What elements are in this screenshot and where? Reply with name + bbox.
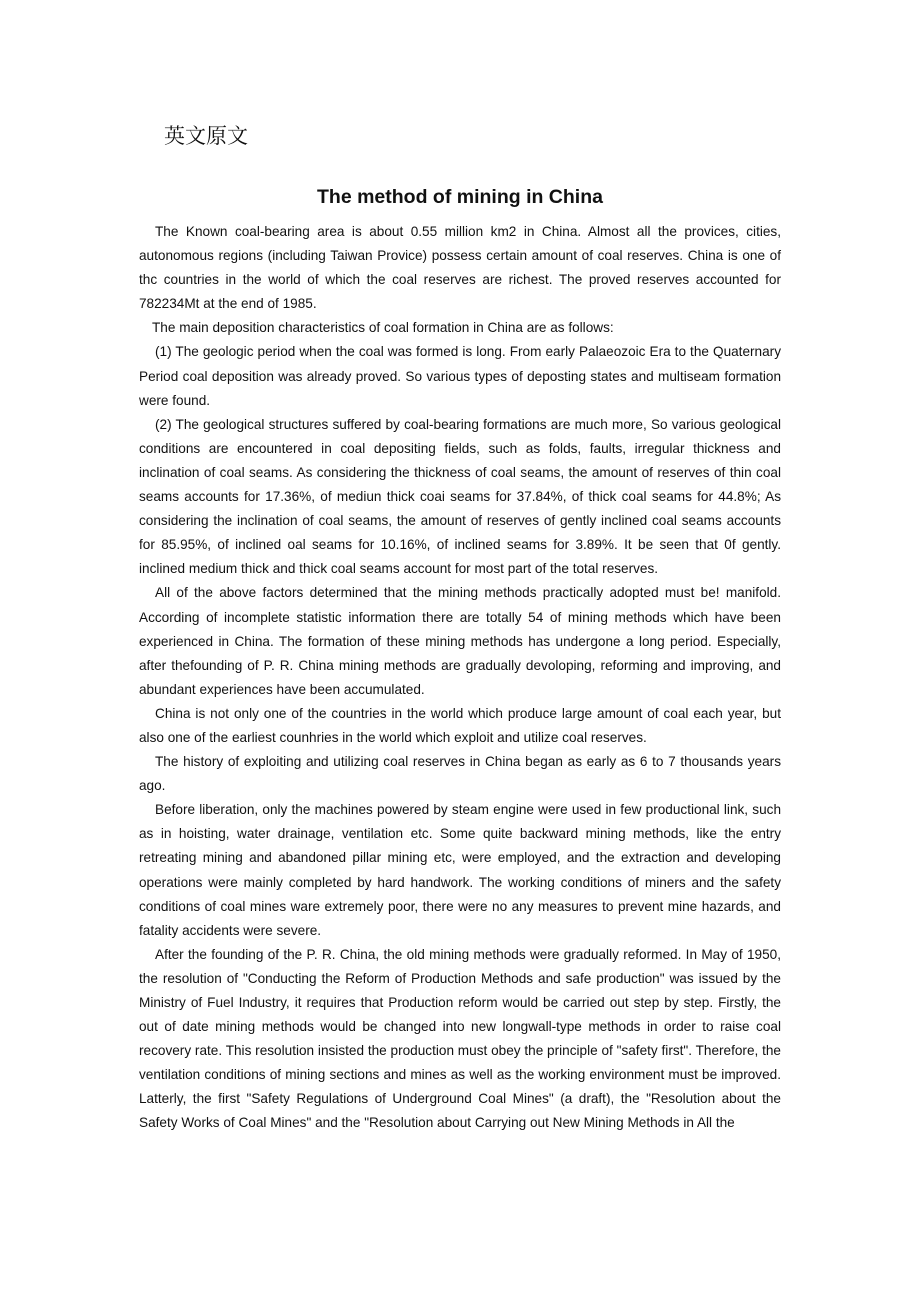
document-title: The method of mining in China xyxy=(317,186,603,208)
paragraph: All of the above factors determined that the mining methods practically adopted must be! manifold. According of incomplete statistic information there are totally 54 of mining methods which have been experienced in China. The formation of these mining methods has undergone a long period. Especially, after thefounding of P. R. China mining methods are gradually devoloping, reforming and improving, and abundant experiences have been accumulated. xyxy=(139,585,781,697)
paragraph: The main deposition characteristics of coal formation in China are as follows: xyxy=(152,320,614,336)
body-text xyxy=(139,220,781,1136)
section-label: 英文原文 xyxy=(164,124,248,148)
paragraph: The Known coal-bearing area is about 0.55 million km2 in China. Almost all the provices, cities, autonomous regions (including Taiwan Provice) possess certain amount of coal reserves. China is one of thc countries in the world of which the coal reserves are richest. The proved reserves accounted for 782234Mt at the end of 1985. xyxy=(139,224,781,312)
paragraph: After the founding of the P. R. China, the old mining methods were gradually reformed. In May of 1950, the resolution of "Conducting the Reform of Production Methods and safe production" was issued by the Ministry of Fuel Industry, it requires that Production reform would be carried out step by step. Firstly, the out of date mining methods would be changed into new longwall-type methods in order to raise coal recovery rate. This resolution insisted the production must obey the principle of "safety first". Therefore, the ventilation conditions of mining sections and mines as well as the working environment must be improved. Latterly, the first "Safety Regulations of Underground Coal Mines" (a draft), the "Resolution about the Safety Works of Coal Mines" and the "Resolution about Carrying out New Mining Methods in All the xyxy=(139,946,781,1131)
paragraph: (2) The geological structures suffered by coal-bearing formations are much more, So various geological conditions are encountered in coal depositing fields, such as folds, faults, irregular thickness and inclination of coal seams. As considering the thickness of coal seams, the amount of reserves of thin coal seams accounts for 17.36%, of mediun thick coai seams for 37.84%, of thick coal seams for 44.8%; As considering the inclination of coal seams, the amount of reserves of gently inclined coal seams accounts for 85.95%, of inclined oal seams for 10.16%, of inclined seams for 3.89%. It be seen that 0f gently. inclined medium thick and thick coal seams account for most part of the total reserves. xyxy=(139,416,781,577)
paragraph: China is not only one of the countries in the world which produce large amount of coal each year, but also one of the earliest counhries in the world which exploit and utilize coal reserves. xyxy=(139,705,781,745)
paragraph: The history of exploiting and utilizing coal reserves in China began as early as 6 to 7 thousands years ago. xyxy=(139,754,781,794)
paragraph: (1) The geologic period when the coal was formed is long. From early Palaeozoic Era to the Quaternary Period coal deposition was already proved. So various types of deposting states and multiseam formation were found. xyxy=(139,344,781,408)
paragraph: Before liberation, only the machines powered by steam engine were used in few productional link, such as in hoisting, water drainage, ventilation etc. Some quite backward mining methods, like the entry retreating mining and abandoned pillar mining etc, were employed, and the extraction and developing operations were mainly completed by hard handwork. The working conditions of miners and the safety conditions of coal mines ware extremely poor, there were no any measures to prevent mine hazards, and fatality accidents were severe. xyxy=(139,802,781,938)
